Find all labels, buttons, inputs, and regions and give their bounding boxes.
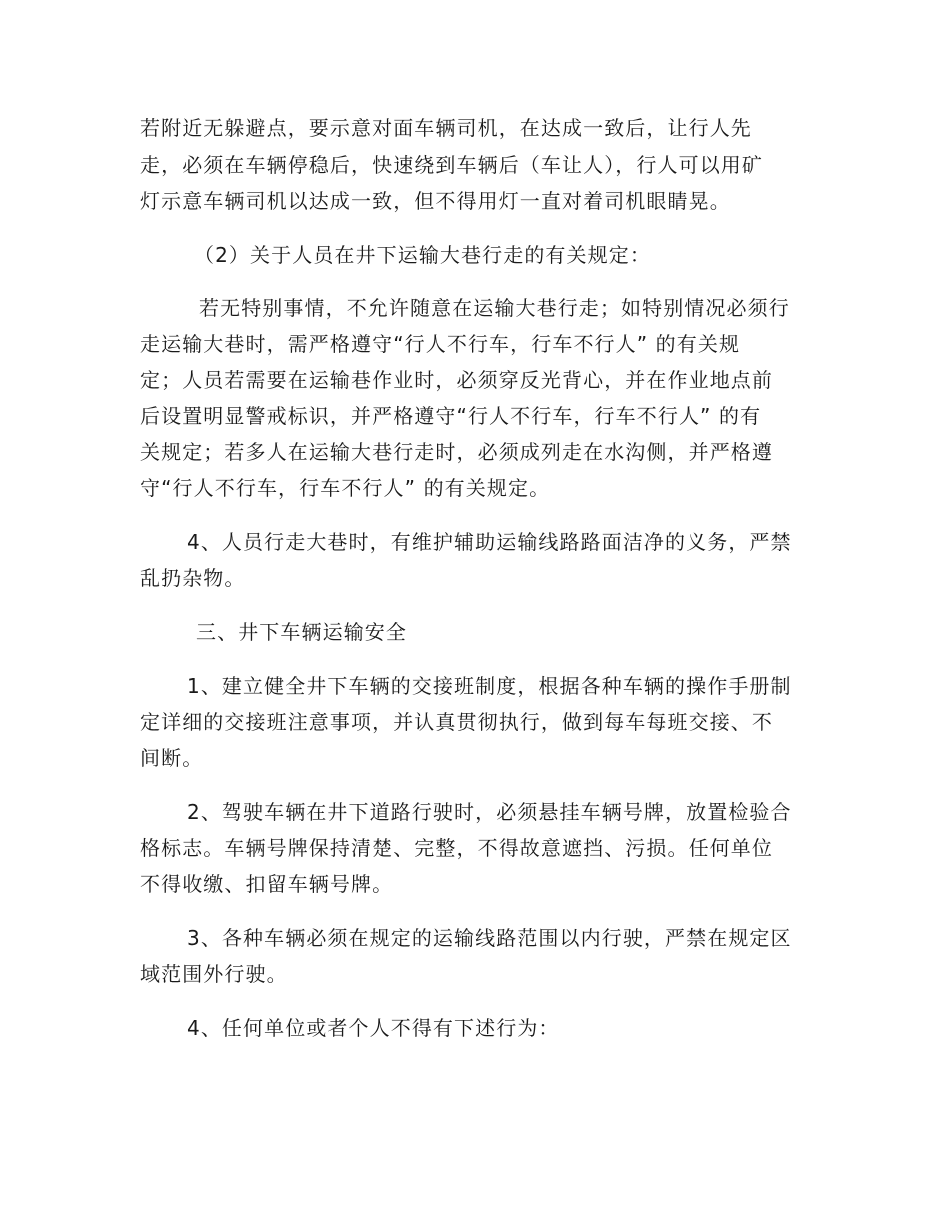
- text-line: 守“行人不行车，行车不行人” 的有关规定。: [140, 476, 551, 500]
- text-line: 格标志。车辆号牌保持清楚、完整，不得故意遮挡、污损。任何单位: [140, 836, 773, 860]
- text-line: 2、驾驶车辆在井下道路行驶时，必须悬挂车辆号牌，放置检验合: [187, 800, 792, 824]
- text-line: 4、人员行走大巷时，有维护辅助运输线路路面洁净的义务，严禁: [187, 530, 792, 554]
- text-line: 后设置明显警戒标识，并严格遵守“行人不行车，行车不行人” 的有: [140, 404, 762, 428]
- text-line: 走，必须在车辆停稳后，快速绕到车辆后（车让人），行人可以用矿: [140, 153, 763, 177]
- text-line: 关规定；若多人在运输大巷行走时，必须成列走在水沟侧，并严格遵: [140, 440, 773, 464]
- text-line: 域范围外行驶。: [140, 962, 288, 986]
- text-line: 灯示意车辆司机以达成一致，但不得用灯一直对着司机眼睛晃。: [140, 189, 731, 213]
- text-line: 1、建立健全井下车辆的交接班制度，根据各种车辆的操作手册制: [187, 674, 792, 698]
- text-line: 若无特别事情，不允许随意在运输大巷行走；如特别情况必须行: [199, 296, 790, 320]
- text-line: 乱扔杂物。: [140, 566, 246, 590]
- text-line: 不得收缴、扣留车辆号牌。: [140, 872, 394, 896]
- section-subheading: （2）关于人员在井下运输大巷行走的有关规定：: [194, 243, 651, 267]
- text-line: 定；人员若需要在运输巷作业时，必须穿反光背心，并在作业地点前: [140, 368, 773, 392]
- text-line: 3、各种车辆必须在规定的运输线路范围以内行驶，严禁在规定区: [187, 926, 792, 950]
- text-line: 若附近无躲避点，要示意对面车辆司机，在达成一致后，让行人先: [140, 116, 752, 140]
- text-line: 定详细的交接班注意事项，并认真贯彻执行，做到每车每班交接、不: [140, 710, 773, 734]
- text-line: 4、任何单位或者个人不得有下述行为：: [187, 1016, 560, 1040]
- text-line: 走运输大巷时，需严格遵守“行人不行车，行车不行人” 的有关规: [140, 332, 741, 356]
- text-line: 间断。: [140, 746, 204, 770]
- section-heading: 三、井下车辆运输安全: [196, 620, 407, 644]
